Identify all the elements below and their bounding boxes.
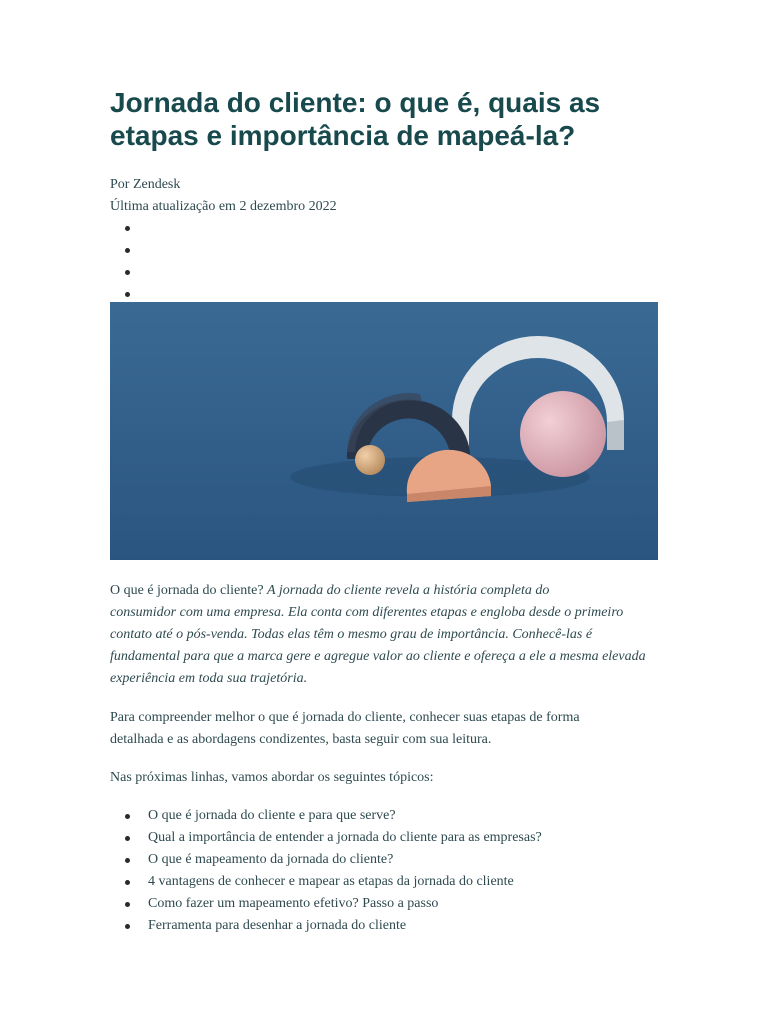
article-meta [110, 174, 337, 218]
intro-italic-text: A jornada do cliente revela a história completa do [267, 583, 550, 598]
title-line: Jornada do cliente: o que é, quais as [110, 87, 601, 118]
intro-italic-text: a ele a mesma elevada experiência em toda sua trajetória. [110, 649, 646, 686]
topic-item: Como fazer um mapeamento efetivo? Passo a passo [110, 893, 542, 915]
intro-line-1 [110, 580, 658, 602]
topics-intro-paragraph: Nas próximas linhas, vamos abordar os seguintes tópicos: [110, 770, 434, 785]
title-line: etapas e importância de mapeá-la? [110, 120, 576, 151]
author-byline: Por Zendesk [110, 177, 181, 192]
intro-question: O que é jornada do cliente? [110, 583, 268, 598]
intro-paragraph [110, 580, 658, 690]
topic-item: O que é jornada do cliente e para que serve? [110, 805, 542, 827]
reading-paragraph [110, 707, 658, 751]
topic-item: O que é mapeamento da jornada do cliente? [110, 849, 542, 871]
abstract-shapes-illustration [110, 302, 658, 560]
hero-image [110, 302, 658, 560]
intro-italic-text: consumidor com uma empresa. Ela conta com diferentes etapas e engloba desde o [110, 605, 572, 620]
paragraph-line: Para compreender melhor o que é jornada do cliente, conhecer suas etapas de forma [110, 710, 580, 725]
intro-italic-text: primeiro contato até o pós-venda. Todas elas têm o mesmo grau de importância. [110, 605, 624, 642]
topic-item: Ferramenta para desenhar a jornada do cliente [110, 915, 542, 937]
topic-item: 4 vantagens de conhecer e mapear as etapas da jornada do cliente [110, 871, 542, 893]
article-title [110, 86, 690, 152]
last-updated: Última atualização em 2 dezembro 2022 [110, 199, 337, 214]
paragraph-line: detalhada e as abordagens condizentes, basta seguir com sua leitura. [110, 732, 492, 747]
topic-item: Qual a importância de entender a jornada do cliente para as empresas? [110, 827, 542, 849]
topics-list [110, 805, 542, 937]
intro-italic-text: Conhecê-las é fundamental para que a marca gere e agregue valor ao cliente e ofereça [110, 627, 593, 664]
